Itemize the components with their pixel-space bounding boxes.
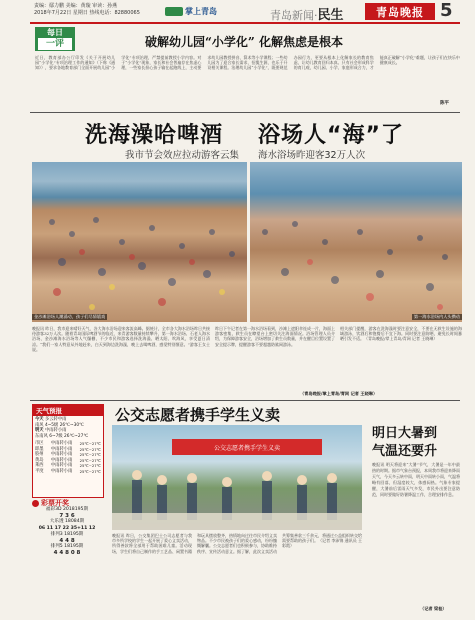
volunteers-figures: [112, 425, 362, 530]
weather-row-desc: 中雨转小雨: [50, 452, 73, 457]
feature-body-c-wrap: [340, 326, 462, 388]
masthead-meta: [34, 3, 154, 17]
heat-body-wrap: [372, 462, 460, 604]
section-prefix: 青岛新闻·: [270, 9, 318, 22]
feature-body-b-wrap: [215, 326, 335, 396]
editorial-body: 近日，教育部办公厅印发《关于开展幼儿园“小学化”专项治理工作的通知》（下称《通知》），要求各地教育部门全面开展幼儿园“小学化”专项治理，严禁提前教授小学内容。对于“小学化”现象，家长和社会普遍存在焦虑心理，一些家长担心孩子输在起跑线上，主动要求幼儿园教授拼音、算术等小学课程；一些幼儿园为了迎合家长需求，招揽生源，也乐于开设相关课程。治理幼儿园“小学化”，既要规范办园行为，更要从根本上化解家长的教育焦虑，让幼儿教育回归本真。只有社会形成科学的育儿观，幼儿园、小学、家庭形成合力，才能真正破解“小学化”难题，让孩子们在快乐中健康成长。: [35, 55, 460, 71]
feature-body-a: 晚报讯 昨日，我市迎来晴好天气，各大海水浴场迎来客流高峰。据统计，全市各大海水浴场昨日共接待游客32万人次。随着青岛国际啤酒节的临近，来青游客数量持续攀升，第一海水浴场、石老人海水浴场、金沙滩海水浴场等人气爆棚，不少市民和游客选择洗海澡、晒太阳、吹海风，享受夏日清凉。“我们一家人特意从外地赶来，白天到海边洗海澡，晚上去喝啤酒，感觉特别惬意。”游客王女士说。: [32, 326, 210, 352]
editor-line: 责编：鄢力鹏 美编：黄璇 审读：孙燕: [34, 3, 118, 9]
weather-row-desc: 中雨转小雨: [50, 468, 73, 474]
lottery-nums2: 06 11 17 22 35+11 12: [38, 525, 96, 531]
lottery-nums1: 7 3 6: [59, 513, 75, 520]
charity-body: 晚报讯 昨日，公交集团巴士公司志愿者与我市多所学校的学生一起开展了爱心义卖活动，所得善款将全部用于帮助困难儿童。活动现场，学生们将自己制作的手工艺品、闲置书籍和玩具摆放整齐，热情地向过往市民介绍义卖物品。不少市民被孩子们的爱心感动，纷纷慷慨解囊。公交志愿者们也积极参与，协助维持秩序、宣传活动意义。据了解，此次义卖活动共筹集善款三千余元，将通过公益组织转交给需要帮助的孩子们。（记者 李沛锦 通讯员 王彩霞）: [112, 533, 362, 554]
lottery-nums3: 4 4 8: [59, 538, 75, 545]
lottery-sub4: 排列5 18195期: [50, 544, 84, 550]
weather-rows: [35, 441, 101, 474]
weather-row: [35, 469, 101, 475]
weather-row-desc: 中雨转小雨: [50, 457, 73, 463]
heat-byline: （记者 梁桂）: [420, 606, 447, 611]
page-number: 5: [440, 0, 453, 21]
weather-row-temp: 25℃~27℃: [79, 468, 101, 474]
masthead-rule: [30, 22, 460, 24]
crowd-texture-right: [250, 162, 462, 322]
weather-tomorrow-label: 明天: [35, 428, 44, 433]
paper-logo-text: 青岛晚报: [376, 5, 424, 19]
beach-photo-right: [250, 162, 462, 322]
lottery-icon: [32, 500, 39, 507]
photo-caption-right: 第一海水浴场内人头攒动: [413, 314, 460, 319]
weather-row-city: 胶州: [35, 452, 44, 457]
weather-tomorrow-desc: 中雨转小雨: [44, 428, 67, 433]
lottery-box: [32, 500, 102, 614]
feature-subhead-right: 海水浴场昨迎客32万人次: [258, 150, 366, 161]
editorial-headline: 破解幼儿园“小学化” 化解焦虑是根本: [145, 35, 343, 49]
badge-top: 每日: [47, 28, 63, 37]
editorial-rule: [30, 112, 460, 113]
feature-body-b: 昨日下午记者在第一海水浴场看到，沙滩上遮阳伞连成一片，海面上游客密集，救生员在瞭望台上密切关注海面情况。浴场管理人员介绍，为保障游客安全，浴场增加了救生员数量，并在醒目位置设置了安全提示牌，提醒游客不要超越防鲨网游泳。: [215, 326, 335, 347]
weather-tomorrow-wind: 东南风 6~7级 26℃~27℃: [35, 433, 89, 439]
photo-caption-left: 金沙滩浴场人潮涌动，孩子们尽情嬉戏: [34, 314, 106, 319]
editorial-badge: [35, 27, 75, 51]
editorial-body-columns: [35, 55, 460, 107]
charity-photo: [112, 425, 362, 530]
crowd-texture: [32, 162, 247, 322]
weather-row-city: 市区: [35, 441, 44, 446]
heat-headline-2: 气温还要升: [372, 444, 438, 459]
lottery-sub1: 福彩3D 2018195期: [45, 507, 89, 512]
heat-headline-1: 明日大暑到: [372, 426, 438, 441]
beach-photo-left: [32, 162, 247, 322]
feature-headline-right: 浴场人“海”了: [258, 123, 404, 148]
weather-row-temp: 25℃~27℃: [79, 457, 101, 463]
weather-row-city: 平度: [35, 468, 44, 474]
weather-today-desc: 多云转中雨: [44, 417, 67, 422]
badge-bottom: 一评: [38, 38, 72, 50]
feature-subhead-left: 我市节会效应拉动游客云集: [125, 150, 240, 161]
charity-body-columns: [112, 533, 362, 613]
section-title: [270, 4, 344, 23]
weather-today-label: 今天: [35, 417, 44, 422]
lottery-sub3: 排列3 18195期: [50, 531, 84, 537]
weather-today-wind: 南风 4~5级 26℃~30℃: [35, 422, 84, 428]
weather-row-temp: 25℃~27℃: [79, 463, 101, 468]
weather-row-temp: 25℃~27℃: [79, 446, 101, 452]
feature-byline: （青岛晚报/掌上青岛/青网 记者 王晓琳）: [300, 391, 378, 396]
date-line: 2018年7月22日 星期日 热线电话：82880065: [34, 10, 140, 16]
feature-headline-left: 洗海澡哈啤酒: [85, 123, 224, 148]
weather-row-temp: 25℃~27℃: [79, 441, 101, 446]
weather-row-desc: 中雨转小雨: [50, 441, 73, 446]
lottery-title: [32, 500, 102, 507]
lottery-title-text: 彩票开奖: [41, 499, 69, 508]
weather-row-city: 即墨: [35, 446, 44, 452]
editorial-author: 陈平: [440, 101, 449, 106]
feature-body-a-wrap: [32, 326, 210, 396]
lottery-nums4: 4 4 8 0 8: [53, 550, 81, 557]
app-logo: [165, 5, 225, 17]
weather-row-desc: 中雨转小雨: [50, 446, 73, 452]
weather-box: [32, 404, 104, 498]
charity-banner-text: 公交志愿者携手学生义卖: [213, 444, 280, 452]
feature-rule: [30, 400, 460, 401]
charity-headline: 公交志愿者携手学生义卖: [115, 406, 281, 424]
heat-body: 晚报讯 明天将迎来“大暑”节气，大暑是一年中最热的时期。据市气象台预报，本周我市将迎来降雨天气，今天多云转中雨，明天中雨转小雨，气温将略有回落，但湿度较大，体感闷热。气象专家提醒，大暑前后雷雨天气多发，市民外出要注意防范，同时要做好防暑降温工作，合理安排作息。: [372, 462, 460, 497]
weather-row-desc: 中雨转小雨: [50, 463, 73, 468]
lottery-sub2: 大乐透 18084期: [49, 519, 85, 525]
weather-row-temp: 25℃~27℃: [79, 452, 101, 457]
weather-title: 天气预报: [33, 405, 103, 416]
paper-logo: [365, 3, 435, 20]
app-name: 掌上青岛: [185, 6, 217, 16]
feature-body-c: 相关部门提醒，游客在洗海澡时要注意安全，不要在无救生设施的海域游泳，饮酒后和饱餐后不宜下海。同时要注意防晒，避免长时间暴晒引发不适。（青岛晚报/掌上青岛/青网 记者 王晓琳）: [340, 326, 462, 342]
weather-row-city: 黄岛: [35, 457, 44, 463]
weather-row-city: 莱西: [35, 463, 44, 468]
qingwang-icon: [165, 7, 183, 16]
section-strong: 民生: [317, 8, 344, 23]
